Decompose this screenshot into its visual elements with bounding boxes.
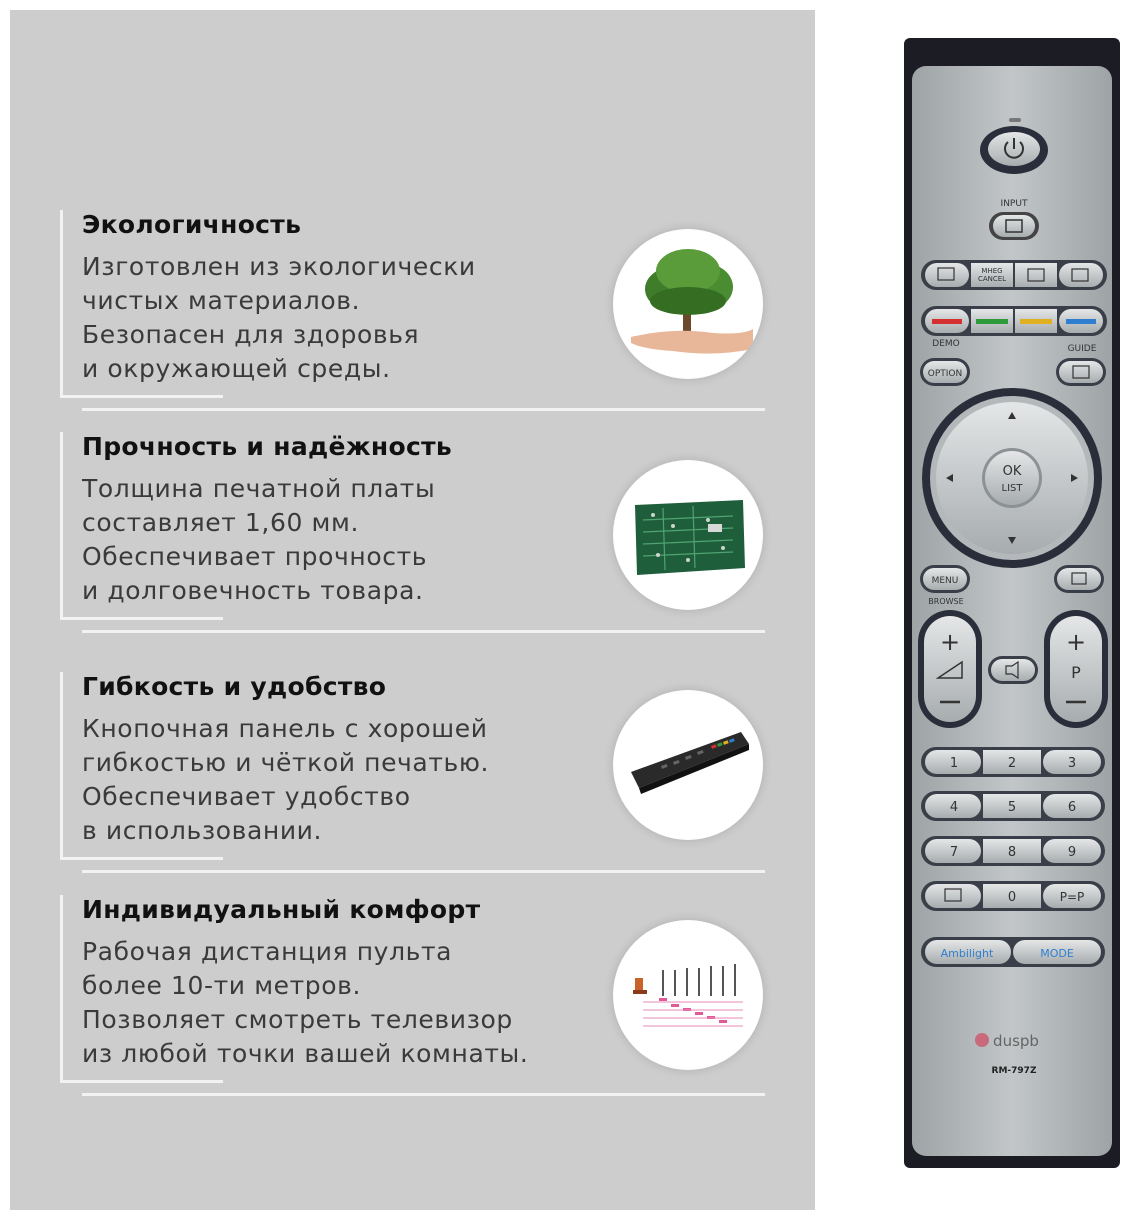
- svg-text:7: 7: [949, 845, 959, 860]
- pip-button: [1015, 263, 1057, 287]
- feature-title: Прочность и надёжность: [82, 432, 452, 461]
- svg-text:4: 4: [949, 800, 959, 815]
- distance-diagram-icon: [613, 920, 763, 1070]
- info-button: [1057, 568, 1101, 590]
- format-button: [1059, 263, 1103, 287]
- feature-title: Гибкость и удобство: [82, 672, 387, 701]
- remote-control-image: [904, 38, 1120, 1168]
- svg-text:3: 3: [1067, 756, 1077, 771]
- tv-text-button: [925, 884, 981, 908]
- input-button: [993, 215, 1035, 237]
- circuit-board-icon: [613, 460, 763, 610]
- svg-text:9: 9: [1067, 845, 1077, 860]
- svg-text:OPTION: OPTION: [927, 369, 963, 379]
- divider: [82, 630, 765, 633]
- feature-text: Толщина печатной платы составляет 1,60 мм. Обеспечивает прочность и долговечность товара.: [82, 474, 436, 605]
- divider: [60, 857, 223, 860]
- svg-text:MODE: MODE: [1040, 947, 1074, 960]
- svg-text:2: 2: [1007, 756, 1017, 771]
- svg-text:+: +: [1065, 628, 1087, 656]
- svg-text:8: 8: [1007, 845, 1017, 860]
- svg-text:GUIDE: GUIDE: [1067, 344, 1097, 354]
- input-label: INPUT: [1000, 199, 1028, 209]
- feature-text: Изготовлен из экологически чистых материалов. Безопасен для здоровья и окружающей среды.: [82, 252, 476, 383]
- svg-text:+: +: [939, 628, 961, 656]
- divider: [60, 395, 223, 398]
- divider: [82, 870, 765, 873]
- svg-text:0: 0: [1007, 890, 1017, 905]
- divider: [60, 895, 63, 1083]
- svg-text:OK: OK: [1002, 464, 1022, 479]
- svg-text:CANCEL: CANCEL: [977, 275, 1007, 283]
- svg-text:DEMO: DEMO: [932, 339, 960, 349]
- feature-title: Экологичность: [82, 210, 302, 239]
- divider: [60, 672, 63, 860]
- subtitle-button: [925, 263, 969, 287]
- divider: [60, 432, 63, 620]
- guide-button: [1059, 361, 1103, 383]
- svg-text:RM-797Z: RM-797Z: [991, 1066, 1037, 1076]
- feature-text: Рабочая дистанция пульта более 10-ти метров. Позволяет смотреть телевизор из любой точки вашей комнаты.: [82, 937, 529, 1068]
- divider: [82, 1093, 765, 1096]
- svg-text:5: 5: [1007, 800, 1017, 815]
- feature-text: Кнопочная панель с хорошей гибкостью и чёткой печатью. Обеспечивает удобство в использовании.: [82, 714, 490, 845]
- divider: [60, 617, 223, 620]
- svg-text:BROWSE: BROWSE: [928, 597, 964, 606]
- mute-button: [991, 659, 1035, 681]
- svg-text:P=P: P=P: [1059, 890, 1085, 904]
- svg-text:P: P: [1071, 663, 1081, 682]
- svg-text:MHEG: MHEG: [981, 267, 1003, 275]
- svg-text:duspb: duspb: [993, 1032, 1039, 1050]
- svg-text:Ambilight: Ambilight: [940, 947, 994, 960]
- brand-logo-icon: [975, 1033, 989, 1047]
- tree-in-hand-icon: [613, 229, 763, 379]
- svg-text:6: 6: [1067, 800, 1077, 815]
- divider: [60, 1080, 223, 1083]
- svg-text:LIST: LIST: [1001, 483, 1023, 494]
- divider: [60, 210, 63, 398]
- svg-text:1: 1: [949, 756, 959, 771]
- feature-title: Индивидуальный комфорт: [82, 895, 481, 924]
- remote-control-icon: [613, 690, 763, 840]
- divider: [82, 408, 765, 411]
- svg-text:MENU: MENU: [931, 576, 959, 586]
